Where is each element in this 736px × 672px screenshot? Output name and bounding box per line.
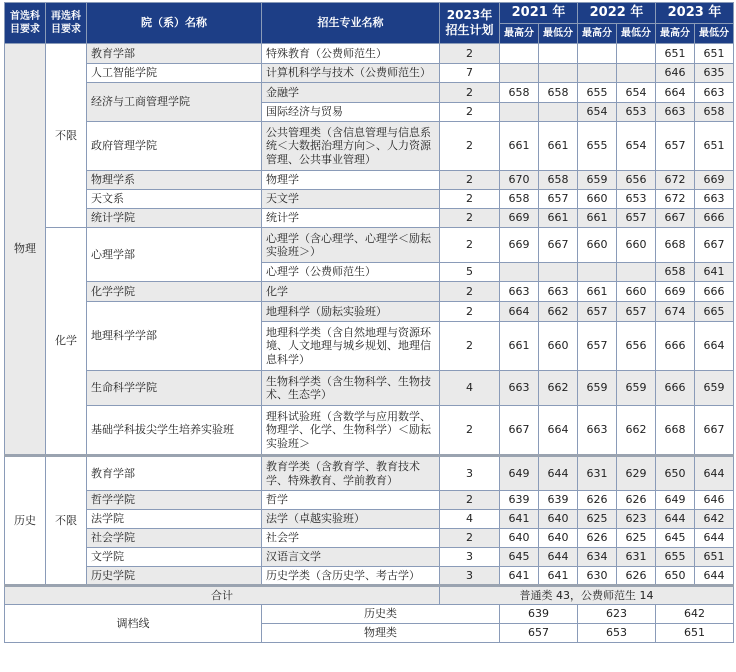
- score-cell: 644: [539, 456, 578, 491]
- major-cell: 地理科学（励耘实验班）: [262, 302, 440, 322]
- score-cell: 657: [656, 122, 695, 171]
- cutoff-physics-2021: 657: [500, 624, 578, 643]
- header-first-subject: 首选科目要求: [5, 3, 46, 44]
- score-cell: 651: [656, 44, 695, 64]
- plan-cell: 2: [440, 228, 500, 263]
- score-cell: 658: [500, 83, 539, 103]
- cutoff-history-2023: 642: [656, 605, 734, 624]
- score-cell: 668: [656, 406, 695, 456]
- school-cell: 社会学院: [87, 529, 262, 548]
- score-cell: [539, 263, 578, 282]
- score-cell: 640: [500, 529, 539, 548]
- table-row: [5, 209, 734, 228]
- score-cell: 653: [617, 190, 656, 209]
- score-cell: 657: [578, 322, 617, 371]
- score-cell: 639: [539, 491, 578, 510]
- plan-cell: 2: [440, 122, 500, 171]
- table-row: [5, 456, 734, 491]
- score-cell: [500, 263, 539, 282]
- major-cell: 物理学: [262, 171, 440, 190]
- score-cell: 641: [500, 567, 539, 586]
- score-cell: [539, 44, 578, 64]
- score-cell: 663: [539, 282, 578, 302]
- score-cell: 663: [500, 371, 539, 406]
- cutoff-label: 调档线: [5, 605, 262, 643]
- score-cell: 642: [695, 510, 734, 529]
- score-cell: 656: [617, 171, 656, 190]
- score-cell: 653: [617, 103, 656, 122]
- score-cell: 650: [656, 456, 695, 491]
- score-cell: 667: [500, 406, 539, 456]
- major-cell: 社会学: [262, 529, 440, 548]
- plan-cell: 2: [440, 491, 500, 510]
- score-cell: 641: [539, 567, 578, 586]
- score-cell: 666: [695, 282, 734, 302]
- table-row: [5, 491, 734, 510]
- score-cell: [539, 103, 578, 122]
- score-cell: 659: [578, 171, 617, 190]
- table-row: [5, 190, 734, 209]
- score-cell: 657: [578, 302, 617, 322]
- score-cell: 665: [695, 302, 734, 322]
- score-cell: [617, 64, 656, 83]
- major-cell: 教育学类（含教育学、教育技术学、特殊教育、学前教育）: [262, 456, 440, 491]
- total-value: 普通类 43，公费师范生 14: [440, 586, 734, 605]
- score-cell: 644: [695, 567, 734, 586]
- score-cell: 651: [695, 122, 734, 171]
- score-cell: 669: [500, 228, 539, 263]
- header-second-subject: 再选科目要求: [46, 3, 87, 44]
- score-cell: 645: [500, 548, 539, 567]
- school-cell: 教育学部: [87, 456, 262, 491]
- score-cell: 640: [539, 510, 578, 529]
- score-cell: [578, 64, 617, 83]
- score-cell: 626: [617, 491, 656, 510]
- score-cell: 664: [656, 83, 695, 103]
- school-cell: 统计学院: [87, 209, 262, 228]
- school-cell: 化学学院: [87, 282, 262, 302]
- score-cell: 656: [617, 322, 656, 371]
- table-row: [5, 171, 734, 190]
- score-cell: 644: [695, 456, 734, 491]
- score-cell: 660: [617, 228, 656, 263]
- score-cell: 667: [695, 406, 734, 456]
- header-year-2021: 2021 年: [500, 3, 578, 24]
- cutoff-physics-2023: 651: [656, 624, 734, 643]
- table-row: [5, 282, 734, 302]
- score-cell: [500, 103, 539, 122]
- school-cell: 生命科学学院: [87, 371, 262, 406]
- header-major: 招生专业名称: [262, 3, 440, 44]
- school-cell: 政府管理学院: [87, 122, 262, 171]
- score-cell: 661: [578, 282, 617, 302]
- table-row: [5, 302, 734, 322]
- major-cell: 法学（卓越实验班）: [262, 510, 440, 529]
- score-cell: 654: [617, 122, 656, 171]
- major-cell: 哲学: [262, 491, 440, 510]
- plan-cell: 2: [440, 282, 500, 302]
- school-cell: 哲学学院: [87, 491, 262, 510]
- plan-cell: 2: [440, 103, 500, 122]
- score-cell: 658: [656, 263, 695, 282]
- plan-cell: 3: [440, 567, 500, 586]
- score-cell: 663: [578, 406, 617, 456]
- header-min-2023: 最低分: [695, 24, 734, 44]
- score-cell: 664: [500, 302, 539, 322]
- score-cell: 662: [539, 371, 578, 406]
- score-cell: 658: [500, 190, 539, 209]
- cutoff-physics-2022: 653: [578, 624, 656, 643]
- score-cell: 658: [695, 103, 734, 122]
- score-cell: 674: [656, 302, 695, 322]
- school-cell: 人工智能学院: [87, 64, 262, 83]
- header-max-2022: 最高分: [578, 24, 617, 44]
- score-cell: 644: [656, 510, 695, 529]
- school-cell: 文学院: [87, 548, 262, 567]
- score-cell: 644: [539, 548, 578, 567]
- score-cell: 626: [617, 567, 656, 586]
- table-row: [5, 44, 734, 64]
- header-year-2023: 2023 年: [656, 3, 734, 24]
- school-cell: 历史学院: [87, 567, 262, 586]
- major-cell: 理科试验班（含数学与应用数学、物理学、化学、生物科学）＜励耘实验班＞: [262, 406, 440, 456]
- school-cell: 经济与工商管理学院: [87, 83, 262, 122]
- table-row: [5, 83, 734, 103]
- school-cell: 基础学科拔尖学生培养实验班: [87, 406, 262, 456]
- score-cell: [578, 263, 617, 282]
- score-cell: 667: [656, 209, 695, 228]
- group-history-any: 不限: [46, 456, 87, 586]
- score-cell: 663: [695, 190, 734, 209]
- score-cell: 663: [500, 282, 539, 302]
- score-cell: 630: [578, 567, 617, 586]
- plan-cell: 4: [440, 371, 500, 406]
- score-cell: 635: [695, 64, 734, 83]
- plan-cell: 3: [440, 548, 500, 567]
- score-cell: 655: [578, 83, 617, 103]
- plan-cell: 7: [440, 64, 500, 83]
- score-cell: [617, 263, 656, 282]
- score-cell: 631: [578, 456, 617, 491]
- table-row: [5, 406, 734, 456]
- plan-cell: 2: [440, 83, 500, 103]
- school-cell: 教育学部: [87, 44, 262, 64]
- admission-score-table: [4, 2, 734, 643]
- score-cell: 658: [539, 83, 578, 103]
- plan-cell: 2: [440, 209, 500, 228]
- score-cell: 661: [500, 122, 539, 171]
- plan-cell: 2: [440, 302, 500, 322]
- school-cell: 天文系: [87, 190, 262, 209]
- header-max-2021: 最高分: [500, 24, 539, 44]
- score-cell: 669: [695, 171, 734, 190]
- table-row: [5, 548, 734, 567]
- major-cell: 统计学: [262, 209, 440, 228]
- major-cell: 天文学: [262, 190, 440, 209]
- score-cell: 626: [578, 491, 617, 510]
- header-min-2022: 最低分: [617, 24, 656, 44]
- score-cell: 669: [656, 282, 695, 302]
- score-cell: [500, 64, 539, 83]
- major-cell: 历史学类（含历史学、考古学）: [262, 567, 440, 586]
- score-cell: [578, 44, 617, 64]
- score-cell: 651: [695, 548, 734, 567]
- score-cell: [500, 44, 539, 64]
- score-cell: 657: [617, 302, 656, 322]
- header-plan: 2023年招生计划: [440, 3, 500, 44]
- header-school: 院（系）名称: [87, 3, 262, 44]
- total-row: [5, 586, 734, 605]
- score-cell: 667: [539, 228, 578, 263]
- major-cell: 计算机科学与技术（公费师范生）: [262, 64, 440, 83]
- header-max-2023: 最高分: [656, 24, 695, 44]
- score-cell: 660: [539, 322, 578, 371]
- major-cell: 汉语言文学: [262, 548, 440, 567]
- score-cell: 660: [617, 282, 656, 302]
- table-row: [5, 529, 734, 548]
- group-history: 历史: [5, 456, 46, 586]
- group-physics-chemistry: 化学: [46, 228, 87, 456]
- cutoff-row-history: [5, 605, 734, 624]
- score-cell: 667: [695, 228, 734, 263]
- plan-cell: 2: [440, 190, 500, 209]
- score-cell: 662: [539, 302, 578, 322]
- score-cell: 625: [617, 529, 656, 548]
- score-cell: 645: [656, 529, 695, 548]
- cutoff-physics-label: 物理类: [262, 624, 500, 643]
- plan-cell: 2: [440, 406, 500, 456]
- score-cell: 668: [656, 228, 695, 263]
- score-cell: 657: [539, 190, 578, 209]
- score-cell: 641: [695, 263, 734, 282]
- table-row: [5, 567, 734, 586]
- score-cell: 659: [617, 371, 656, 406]
- school-cell: 地理科学学部: [87, 302, 262, 371]
- score-cell: 659: [578, 371, 617, 406]
- score-cell: [539, 64, 578, 83]
- score-cell: 625: [578, 510, 617, 529]
- plan-cell: 2: [440, 322, 500, 371]
- score-cell: 663: [656, 103, 695, 122]
- score-cell: 662: [617, 406, 656, 456]
- score-cell: 626: [578, 529, 617, 548]
- score-cell: 661: [539, 209, 578, 228]
- school-cell: 心理学部: [87, 228, 262, 282]
- plan-cell: 4: [440, 510, 500, 529]
- major-cell: 特殊教育（公费师范生）: [262, 44, 440, 64]
- score-cell: 661: [578, 209, 617, 228]
- score-cell: 655: [578, 122, 617, 171]
- score-cell: 664: [695, 322, 734, 371]
- score-cell: 650: [656, 567, 695, 586]
- score-cell: 654: [578, 103, 617, 122]
- score-cell: 663: [695, 83, 734, 103]
- score-cell: 646: [656, 64, 695, 83]
- score-cell: [617, 44, 656, 64]
- total-label: 合计: [5, 586, 440, 605]
- score-cell: 658: [539, 171, 578, 190]
- major-cell: 化学: [262, 282, 440, 302]
- plan-cell: 2: [440, 171, 500, 190]
- major-cell: 国际经济与贸易: [262, 103, 440, 122]
- score-cell: 661: [539, 122, 578, 171]
- score-cell: 666: [695, 209, 734, 228]
- cutoff-history-label: 历史类: [262, 605, 500, 624]
- score-cell: 660: [578, 228, 617, 263]
- major-cell: 公共管理类（含信息管理与信息系统＜大数据治理方向＞、人力资源管理、公共事业管理）: [262, 122, 440, 171]
- group-physics-any: 不限: [46, 44, 87, 228]
- header-year-2022: 2022 年: [578, 3, 656, 24]
- score-cell: 629: [617, 456, 656, 491]
- major-cell: 心理学（公费师范生）: [262, 263, 440, 282]
- score-cell: 670: [500, 171, 539, 190]
- table-row: [5, 510, 734, 529]
- cutoff-history-2021: 639: [500, 605, 578, 624]
- score-cell: 651: [695, 44, 734, 64]
- header-min-2021: 最低分: [539, 24, 578, 44]
- plan-cell: 2: [440, 529, 500, 548]
- score-cell: 623: [617, 510, 656, 529]
- major-cell: 心理学（含心理学、心理学＜励耘实验班＞）: [262, 228, 440, 263]
- major-cell: 金融学: [262, 83, 440, 103]
- score-cell: 666: [656, 322, 695, 371]
- score-cell: 646: [695, 491, 734, 510]
- school-cell: 物理学系: [87, 171, 262, 190]
- plan-cell: 2: [440, 44, 500, 64]
- plan-cell: 5: [440, 263, 500, 282]
- score-cell: 672: [656, 190, 695, 209]
- score-cell: 669: [500, 209, 539, 228]
- major-cell: 地理科学类（含自然地理与资源环境、人文地理与城乡规划、地理信息科学）: [262, 322, 440, 371]
- table-row: [5, 64, 734, 83]
- score-cell: 649: [656, 491, 695, 510]
- score-cell: 634: [578, 548, 617, 567]
- score-cell: 649: [500, 456, 539, 491]
- score-cell: 655: [656, 548, 695, 567]
- score-cell: 657: [617, 209, 656, 228]
- score-cell: 631: [617, 548, 656, 567]
- score-cell: 639: [500, 491, 539, 510]
- score-cell: 672: [656, 171, 695, 190]
- table-row: [5, 122, 734, 171]
- score-cell: 640: [539, 529, 578, 548]
- score-cell: 664: [539, 406, 578, 456]
- score-cell: 644: [695, 529, 734, 548]
- score-cell: 666: [656, 371, 695, 406]
- cutoff-history-2022: 623: [578, 605, 656, 624]
- group-physics: 物理: [5, 44, 46, 456]
- score-cell: 660: [578, 190, 617, 209]
- plan-cell: 3: [440, 456, 500, 491]
- school-cell: 法学院: [87, 510, 262, 529]
- table-row: [5, 228, 734, 263]
- score-cell: 659: [695, 371, 734, 406]
- score-cell: 641: [500, 510, 539, 529]
- score-cell: 654: [617, 83, 656, 103]
- score-cell: 661: [500, 322, 539, 371]
- table-row: [5, 371, 734, 406]
- major-cell: 生物科学类（含生物科学、生物技术、生态学）: [262, 371, 440, 406]
